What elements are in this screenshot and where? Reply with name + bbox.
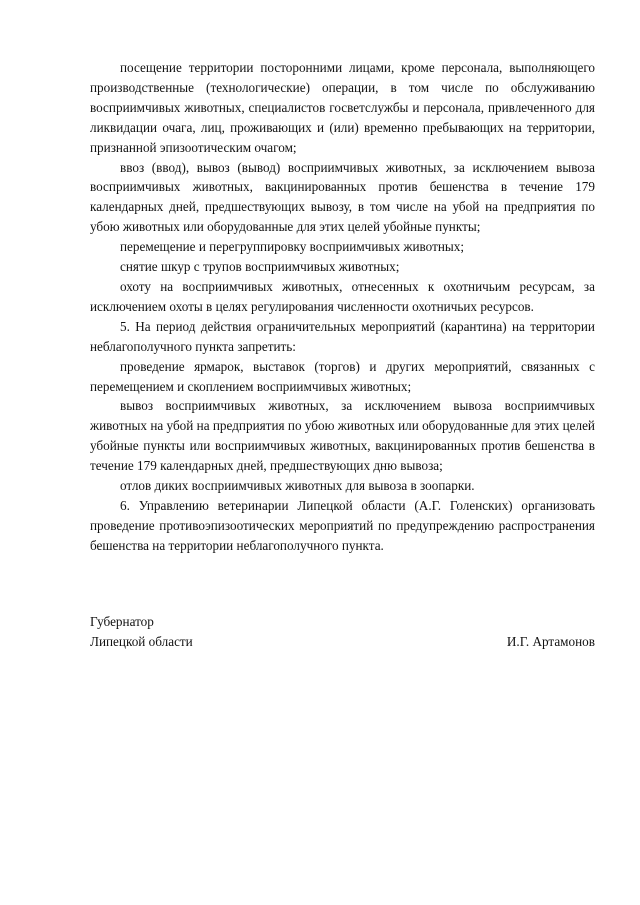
- signature-title-line2: Липецкой области: [90, 633, 193, 649]
- paragraph-wild-capture: отлов диких восприимчивых животных для вывоза в зоопарки.: [120, 478, 475, 494]
- signature-name: И.Г. Артамонов: [506, 633, 595, 649]
- paragraph-visit-restriction: посещение территории посторонними лицами, кроме персонала, выполняющего производственные (технологические) операции, в том числе по обслуживанию восприимчивых животных, специалистов госветслужбы и персонала, привлеченного для ликвидации очага, лиц, проживающих и (или) временно пребывающих на территории, признанной эпизоотическим очагом;: [90, 60, 595, 155]
- paragraph-skinning: снятие шкур с трупов восприимчивых животных;: [120, 259, 400, 275]
- paragraph-hunting: охоту на восприимчивых животных, отнесенных к охотничьим ресурсам, за исключением охоты в целях регулирования численности охотничьих ресурсов.: [90, 278, 595, 314]
- signature-title-line1: Губернатор: [90, 614, 154, 629]
- paragraph-regrouping: перемещение и перегруппировку восприимчивых животных;: [120, 239, 465, 255]
- signature-row: [90, 632, 595, 652]
- paragraph-slaughter-export: вывоз восприимчивых животных, за исключением вывоза восприимчивых животных на убой на предприятия по убою животных или оборудованные для этих целей убойные пункты или восприимчивых животных, вакцинированных против бешенства в течение 179 календарных дней, предшествующих дню вывоза;: [90, 398, 595, 474]
- paragraph-item-6: 6. Управлению ветеринарии Липецкой области (А.Г. Голенских) организовать проведение противоэпизоотических мероприятий по предупреждению распространения бешенства на территории неблагополучного пункта.: [90, 497, 595, 553]
- paragraph-item-5: 5. На период действия ограничительных мероприятий (карантина) на территории неблагополучного пункта запретить:: [90, 318, 595, 354]
- document-body: [90, 58, 595, 556]
- paragraph-import-export: ввоз (ввод), вывоз (вывод) восприимчивых животных, за исключением вывоза восприимчивых животных, вакцинированных против бешенства в течение 179 календарных дней, предшествующих вывозу, в том числе на убой на предприятия по убою животных или оборудованные для этих целей убойные пункты;: [90, 159, 595, 235]
- signature-block: [90, 612, 595, 652]
- paragraph-fairs: проведение ярмарок, выставок (торгов) и других мероприятий, связанных с перемещением и скоплением восприимчивых животных;: [90, 358, 595, 394]
